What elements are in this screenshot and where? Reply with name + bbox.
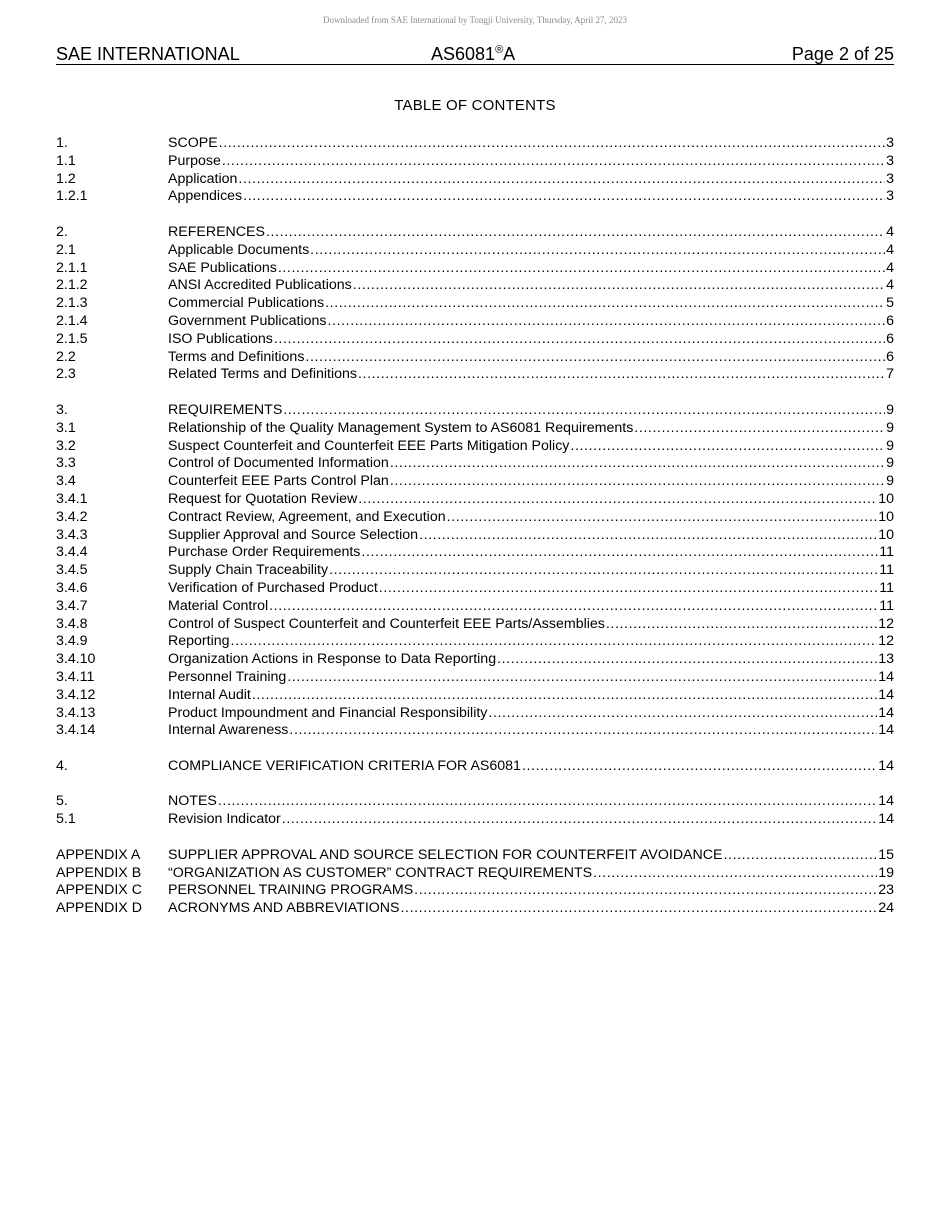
toc-entry-number: 1.2: [56, 170, 76, 187]
toc-entry-page: 19: [878, 864, 894, 881]
toc-entry-number: APPENDIX B: [56, 864, 142, 881]
toc-title: TABLE OF CONTENTS: [394, 97, 556, 114]
toc-entry-number: 3.2: [56, 437, 76, 454]
toc-entry-title: Supply Chain Traceability: [168, 562, 329, 579]
toc-dot-leader: [252, 687, 877, 705]
toc-entry-number: 3.4.1: [56, 490, 88, 507]
toc-entry-number: 3.4.5: [56, 562, 88, 579]
toc-section: [56, 402, 894, 740]
document-number-base: AS6081: [431, 44, 496, 64]
toc-entry-number: 2.1: [56, 241, 76, 258]
toc-entry-number: 3.4.3: [56, 526, 88, 543]
toc-entry-page: 4: [886, 277, 894, 294]
page-number: Page 2 of 25: [791, 44, 894, 64]
toc-entry-title: Applicable Documents: [168, 241, 310, 258]
toc-entry-page: 14: [878, 668, 894, 685]
toc-entry-number: 3.4.8: [56, 615, 88, 632]
toc-entry-title: REFERENCES: [168, 223, 265, 240]
toc-dot-leader: [219, 135, 885, 153]
toc-entry-page: 9: [886, 419, 894, 436]
toc-entry-title: Relationship of the Quality Management System to AS6081 Requirements: [168, 419, 634, 436]
toc-dot-leader: [238, 171, 885, 189]
toc-section: [56, 758, 894, 776]
toc-entry-title: ISO Publications: [168, 330, 273, 347]
toc-entry-number: 3.4.14: [56, 722, 96, 739]
toc-entry[interactable]: [56, 491, 894, 509]
toc-entry-number: 1.2.1: [56, 188, 88, 205]
toc-entry-number: 3.4.9: [56, 633, 88, 650]
toc-entry-page: 10: [878, 526, 894, 543]
toc-entry-number: 3.: [56, 401, 68, 418]
toc-section: [56, 224, 894, 384]
toc-entry-title: PERSONNEL TRAINING PROGRAMS: [168, 882, 414, 899]
document-number: [431, 44, 515, 64]
toc-entry-title: Product Impoundment and Financial Responsibility: [168, 704, 488, 721]
toc-entry[interactable]: [56, 758, 894, 776]
toc-entry-title: Contract Review, Agreement, and Execution: [168, 508, 446, 525]
toc-dot-leader: [414, 882, 877, 900]
toc-entry-page: 11: [879, 562, 894, 579]
toc-entry-title: Reporting: [168, 633, 230, 650]
toc-dot-leader: [358, 366, 885, 384]
toc-entry[interactable]: [56, 865, 894, 883]
toc-entry-title: Terms and Definitions: [168, 348, 305, 365]
toc-entry[interactable]: [56, 331, 894, 349]
toc-entry-page: 14: [878, 757, 894, 774]
toc-entry-title: SAE Publications: [168, 259, 277, 276]
toc-entry-page: 14: [878, 722, 894, 739]
toc-entry-page: 3: [886, 152, 894, 169]
toc-entry-number: 2.1.3: [56, 295, 88, 312]
toc-entry-page: 11: [879, 579, 894, 596]
toc-dot-leader: [289, 722, 877, 740]
download-watermark: Downloaded from SAE International by Tongji University, Thursday, April 27, 2023: [322, 15, 628, 25]
toc-entry-page: 11: [879, 597, 894, 614]
toc-entry[interactable]: [56, 153, 894, 171]
toc-entry-title: Related Terms and Definitions: [168, 366, 358, 383]
toc-dot-leader: [283, 402, 885, 420]
toc-dot-leader: [570, 438, 885, 456]
toc-entry-title: Material Control: [168, 597, 269, 614]
toc-entry-number: 2.2: [56, 348, 76, 365]
toc-entry-page: 9: [886, 455, 894, 472]
toc-entry-page: 9: [886, 437, 894, 454]
toc-entry[interactable]: [56, 793, 894, 811]
toc-entry-page: 12: [878, 615, 894, 632]
toc-entry[interactable]: [56, 349, 894, 367]
toc-dot-leader: [593, 865, 877, 883]
toc-entry-title: “ORGANIZATION AS CUSTOMER” CONTRACT REQUIREMENTS: [168, 864, 593, 881]
toc-section: [56, 135, 894, 206]
toc-entry-title: SCOPE: [168, 135, 218, 151]
toc-entry-title: REQUIREMENTS: [168, 401, 283, 418]
toc-dot-leader: [282, 811, 877, 829]
toc-entry-number: 3.4.4: [56, 544, 88, 561]
toc-entry-title: Internal Audit: [168, 686, 251, 703]
toc-dot-leader: [419, 527, 877, 545]
toc-entry-page: 13: [878, 651, 894, 668]
toc-dot-leader: [325, 295, 885, 313]
toc-entry-page: 6: [886, 348, 894, 365]
toc-entry[interactable]: [56, 438, 894, 456]
toc-entry[interactable]: [56, 633, 894, 651]
toc-entry-title: Suspect Counterfeit and Counterfeit EEE Parts Mitigation Policy: [168, 437, 570, 454]
toc-entry[interactable]: [56, 224, 894, 242]
toc-entry-title: COMPLIANCE VERIFICATION CRITERIA FOR AS6081: [168, 757, 521, 774]
toc-entry-page: 9: [886, 473, 894, 490]
toc-entry-page: 12: [878, 633, 894, 650]
toc-entry[interactable]: [56, 687, 894, 705]
toc-entry[interactable]: [56, 242, 894, 260]
toc-entry-number: 3.4.12: [56, 686, 96, 703]
toc-entry-title: Government Publications: [168, 312, 327, 329]
toc-entry[interactable]: [56, 562, 894, 580]
toc-entry-title: Internal Awareness: [168, 722, 289, 739]
toc-dot-leader: [379, 580, 878, 598]
toc-entry-page: 11: [879, 544, 894, 561]
toc-entry-title: Purchase Order Requirements: [168, 544, 361, 561]
toc-entry-page: 4: [886, 259, 894, 276]
toc-dot-leader: [634, 420, 885, 438]
toc-entry-page: 3: [886, 170, 894, 187]
toc-dot-leader: [222, 153, 885, 171]
toc-entry[interactable]: [56, 277, 894, 295]
toc-entry[interactable]: [56, 473, 894, 491]
toc-dot-leader: [310, 242, 885, 260]
toc-entry-page: 3: [886, 135, 894, 151]
toc-entry-page: 3: [886, 188, 894, 205]
table-of-contents: [56, 135, 894, 936]
toc-entry[interactable]: [56, 402, 894, 420]
toc-entry-number: APPENDIX C: [56, 882, 142, 899]
toc-entry-page: 10: [878, 490, 894, 507]
toc-entry[interactable]: [56, 882, 894, 900]
toc-entry-number: 3.4.7: [56, 597, 88, 614]
toc-entry[interactable]: [56, 313, 894, 331]
toc-dot-leader: [390, 455, 885, 473]
toc-entry[interactable]: [56, 900, 894, 918]
toc-entry-number: 3.4.10: [56, 651, 96, 668]
toc-entry-number: 2.1.5: [56, 330, 88, 347]
toc-dot-leader: [606, 616, 877, 634]
toc-entry-page: 14: [878, 793, 894, 810]
toc-entry-title: Supplier Approval and Source Selection: [168, 526, 419, 543]
toc-dot-leader: [488, 705, 877, 723]
toc-entry-title: Revision Indicator: [168, 811, 281, 828]
toc-dot-leader: [266, 224, 885, 242]
toc-entry-title: Control of Suspect Counterfeit and Counterfeit EEE Parts/Assemblies: [168, 615, 605, 632]
toc-entry[interactable]: [56, 509, 894, 527]
toc-entry-title: ANSI Accredited Publications: [168, 277, 352, 294]
registered-mark: ®: [495, 44, 504, 56]
toc-dot-leader: [390, 473, 885, 491]
toc-entry-title: Purpose: [168, 152, 221, 169]
toc-dot-leader: [497, 651, 877, 669]
toc-dot-leader: [361, 544, 878, 562]
toc-entry-page: 4: [886, 223, 894, 240]
toc-dot-leader: [447, 509, 878, 527]
toc-entry-title: ACRONYMS AND ABBREVIATIONS: [168, 900, 400, 917]
toc-dot-leader: [231, 633, 878, 651]
toc-entry-number: 1.1: [56, 152, 76, 169]
toc-dot-leader: [353, 277, 885, 295]
toc-entry[interactable]: [56, 455, 894, 473]
toc-entry-page: 10: [878, 508, 894, 525]
toc-entry[interactable]: [56, 544, 894, 562]
toc-entry-page: 14: [878, 704, 894, 721]
toc-dot-leader: [401, 900, 878, 918]
toc-entry[interactable]: [56, 847, 894, 865]
toc-entry-number: 2.: [56, 223, 68, 240]
toc-entry-title: Counterfeit EEE Parts Control Plan: [168, 473, 389, 490]
toc-entry[interactable]: [56, 616, 894, 634]
toc-dot-leader: [218, 793, 877, 811]
toc-entry-title: Control of Documented Information: [168, 455, 389, 472]
toc-entry[interactable]: [56, 669, 894, 687]
toc-entry[interactable]: [56, 188, 894, 206]
toc-entry-page: 7: [886, 366, 894, 383]
toc-dot-leader: [329, 562, 878, 580]
toc-dot-leader: [269, 598, 878, 616]
toc-entry-page: 23: [878, 882, 894, 899]
toc-entry-number: 2.3: [56, 366, 76, 383]
page-header: [56, 44, 894, 65]
toc-dot-leader: [274, 331, 885, 349]
toc-entry-number: 3.1: [56, 419, 76, 436]
toc-dot-leader: [328, 313, 886, 331]
toc-entry-number: 3.4: [56, 473, 76, 490]
toc-entry[interactable]: [56, 598, 894, 616]
toc-entry-number: 3.4.2: [56, 508, 88, 525]
toc-entry-title: Verification of Purchased Product: [168, 579, 378, 596]
toc-entry[interactable]: [56, 651, 894, 669]
toc-entry-page: 6: [886, 312, 894, 329]
toc-entry[interactable]: [56, 722, 894, 740]
toc-entry-number: 5.: [56, 793, 68, 810]
toc-entry[interactable]: [56, 366, 894, 384]
toc-entry-number: 4.: [56, 757, 68, 774]
toc-entry-number: 1.: [56, 135, 68, 151]
toc-entry[interactable]: [56, 811, 894, 829]
document-revision: A: [503, 44, 516, 64]
toc-entry[interactable]: [56, 705, 894, 723]
toc-entry[interactable]: [56, 420, 894, 438]
toc-entry-title: Commercial Publications: [168, 295, 325, 312]
toc-entry-number: 3.3: [56, 455, 76, 472]
toc-entry-page: 9: [886, 401, 894, 418]
toc-entry[interactable]: [56, 295, 894, 313]
toc-section: [56, 847, 894, 918]
toc-entry-number: 3.4.11: [56, 668, 95, 685]
toc-entry-title: Personnel Training: [168, 668, 287, 685]
toc-dot-leader: [243, 188, 885, 206]
toc-entry-page: 6: [886, 330, 894, 347]
toc-dot-leader: [278, 260, 885, 278]
toc-entry-number: 2.1.1: [56, 259, 88, 276]
toc-entry[interactable]: [56, 527, 894, 545]
toc-entry-number: APPENDIX D: [56, 900, 142, 917]
toc-section: [56, 793, 894, 829]
toc-dot-leader: [305, 349, 885, 367]
toc-entry-title: NOTES: [168, 793, 217, 810]
toc-entry-title: Request for Quotation Review: [168, 490, 358, 507]
toc-entry-page: 15: [878, 846, 894, 863]
toc-entry-number: 5.1: [56, 811, 76, 828]
toc-entry-title: SUPPLIER APPROVAL AND SOURCE SELECTION FOR COUNTERFEIT AVOIDANCE: [168, 846, 723, 863]
toc-entry-page: 5: [886, 295, 894, 312]
toc-dot-leader: [358, 491, 877, 509]
toc-entry[interactable]: [56, 135, 894, 153]
toc-entry-page: 14: [878, 811, 894, 828]
toc-entry-number: 3.4.6: [56, 579, 88, 596]
toc-entry-number: APPENDIX A: [56, 846, 141, 863]
toc-dot-leader: [522, 758, 877, 776]
toc-entry[interactable]: [56, 260, 894, 278]
toc-entry-title: Organization Actions in Response to Data Reporting: [168, 651, 497, 668]
toc-entry-number: 2.1.4: [56, 312, 88, 329]
toc-entry-number: 3.4.13: [56, 704, 96, 721]
toc-entry-title: Appendices: [168, 188, 243, 205]
toc-dot-leader: [287, 669, 877, 687]
toc-dot-leader: [723, 847, 877, 865]
toc-entry-title: Application: [168, 170, 238, 187]
toc-entry[interactable]: [56, 171, 894, 189]
toc-entry[interactable]: [56, 580, 894, 598]
publisher-name: SAE INTERNATIONAL: [56, 44, 240, 64]
toc-entry-page: 14: [878, 686, 894, 703]
toc-entry-number: 2.1.2: [56, 277, 88, 294]
toc-entry-page: 24: [878, 900, 894, 917]
toc-entry-page: 4: [886, 241, 894, 258]
